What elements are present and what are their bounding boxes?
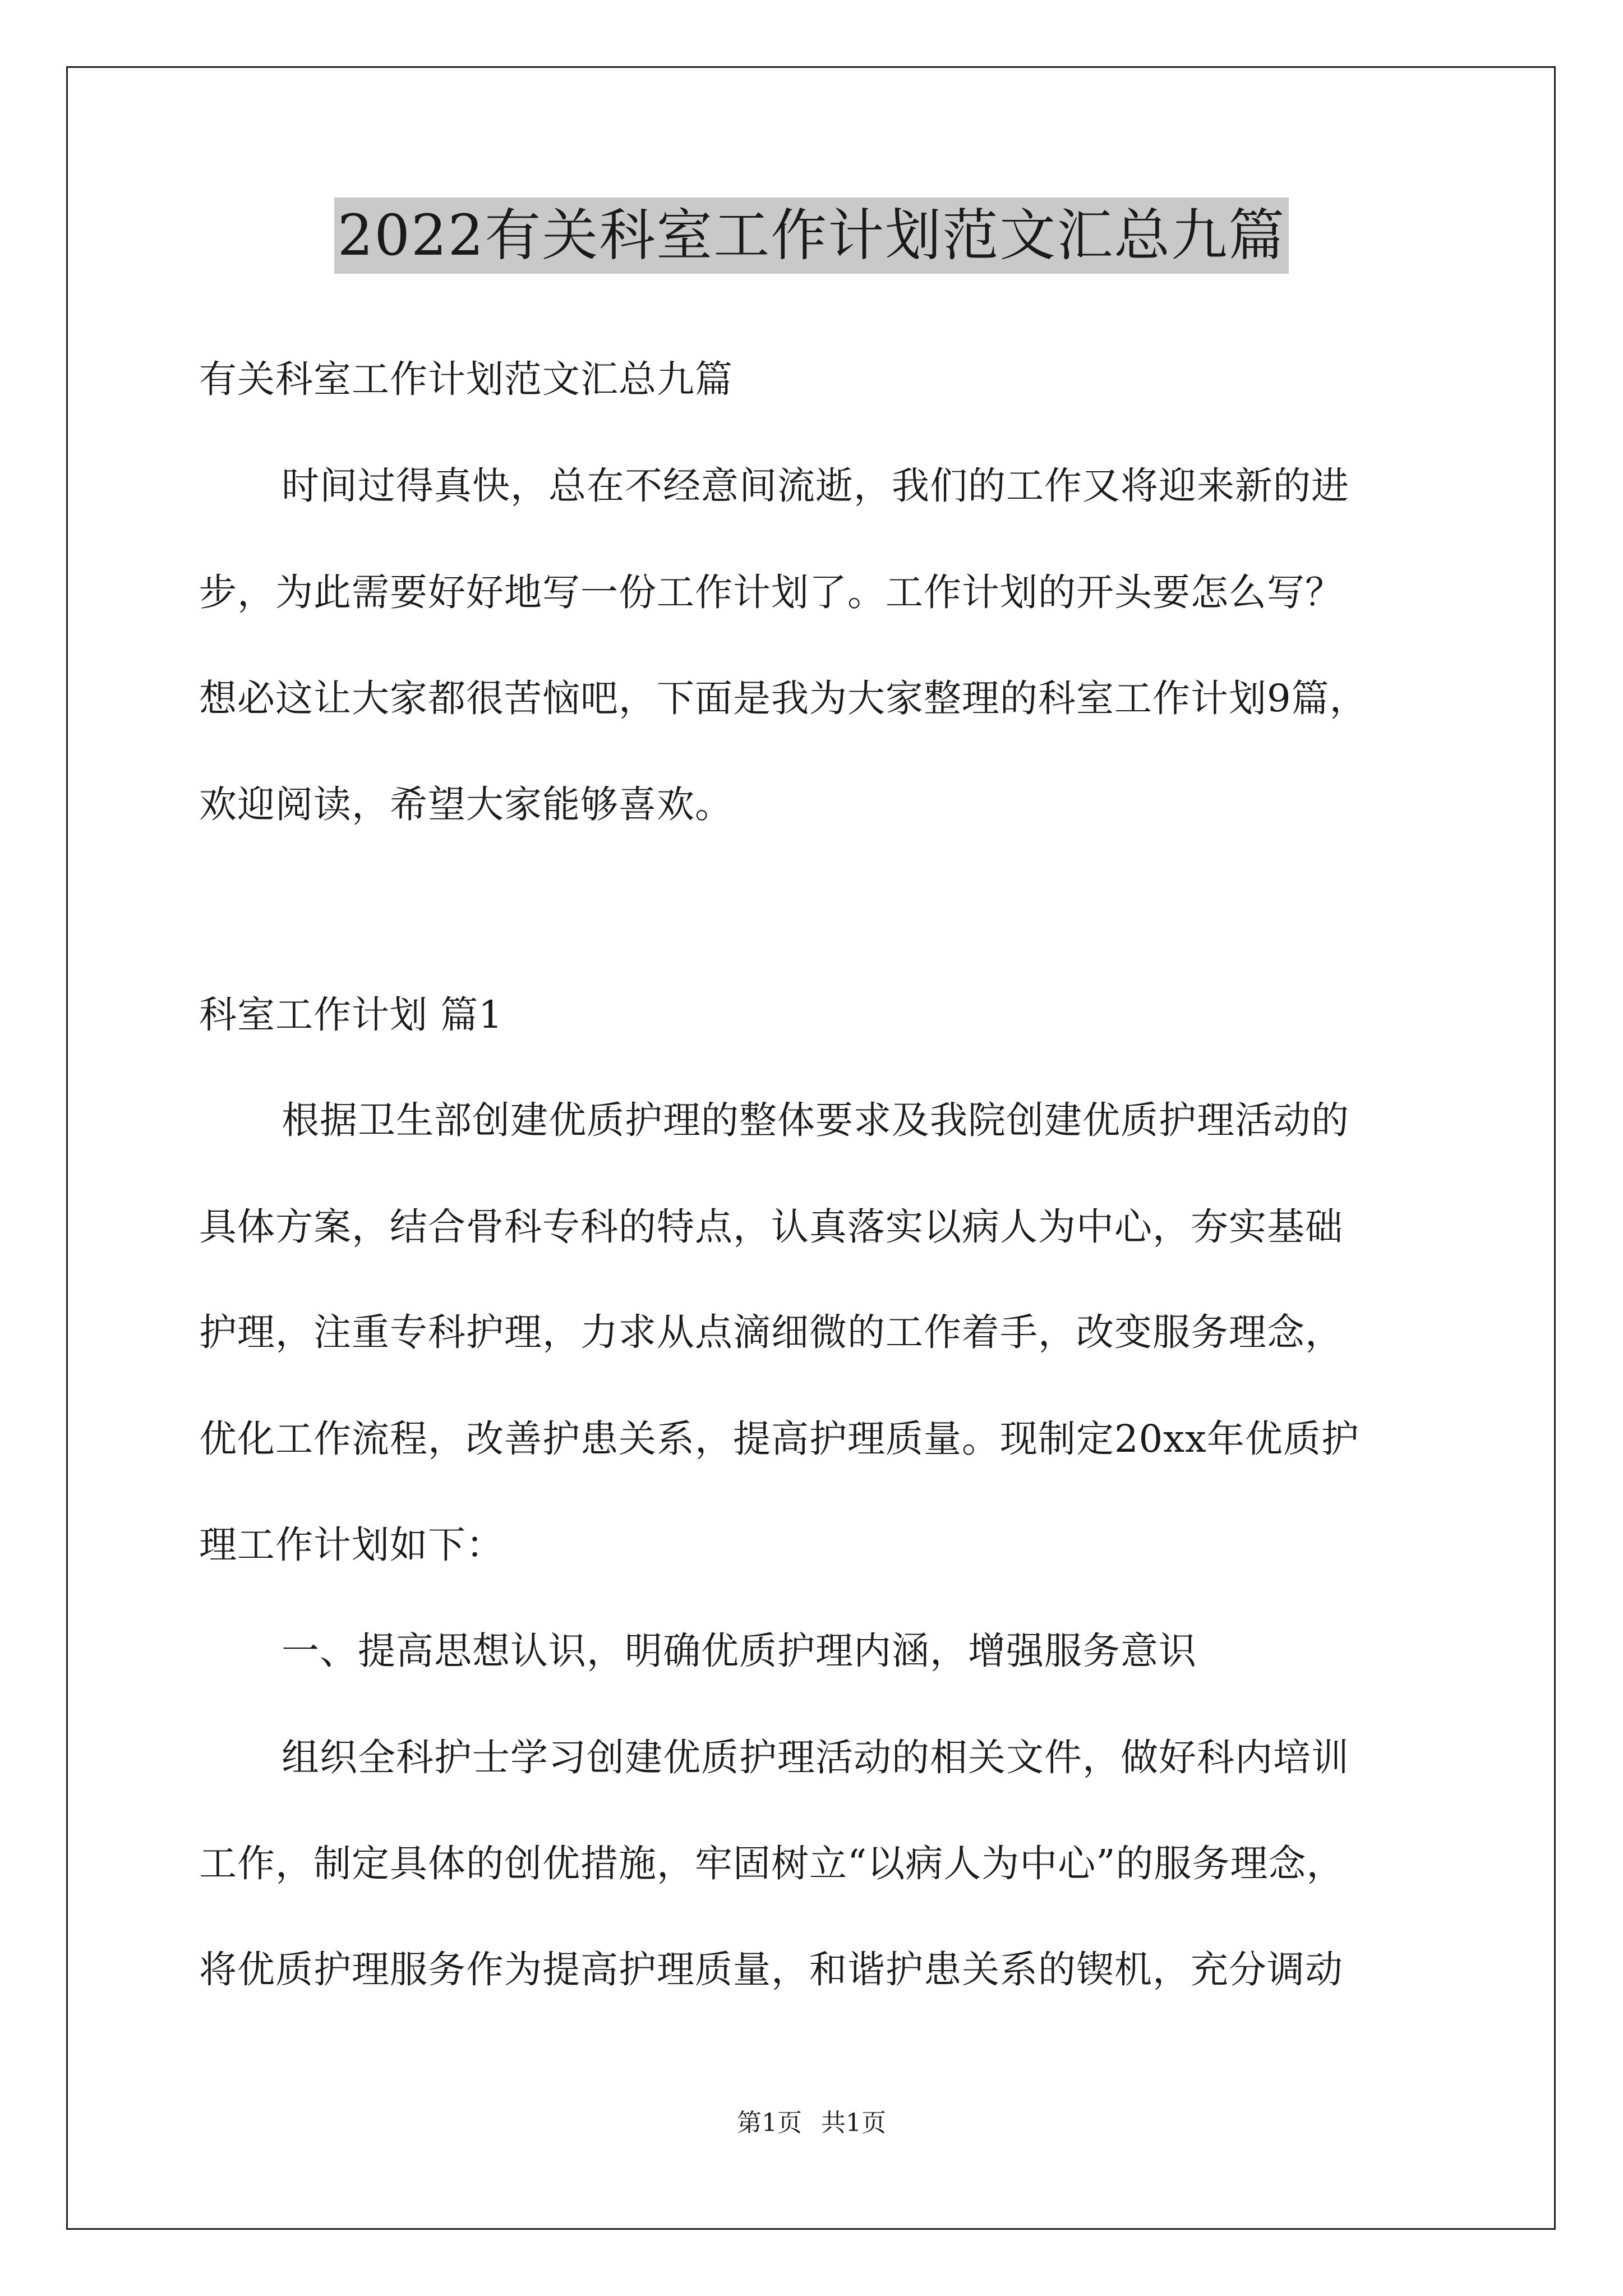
title-container [0,197,1623,274]
page-number: 第1页 [737,2109,802,2137]
paragraph-line-3: 护理，注重专科护理，力求从点滴细微的工作着手，改变服务理念， [199,1310,1343,1354]
paragraph-line-2: 具体方案，结合骨科专科的特点，认真落实以病人为中心，夯实基础 [199,1205,1343,1249]
intro-line-3: 想必这让大家都很苦恼吧，下面是我为大家整理的科室工作计划9篇， [199,677,1368,720]
document-title: 2022有关科室工作计划范文汇总九篇 [334,197,1289,274]
page-footer [0,2106,1623,2140]
paragraph-line-5: 理工作计划如下： [199,1523,504,1567]
intro-line-2: 步，为此需要好好地写一份工作计划了。工作计划的开头要怎么写？ [199,570,1343,614]
paragraph-line-1: 根据卫生部创建优质护理的整体要求及我院创建优质护理活动的 [282,1098,1349,1142]
intro-line-4: 欢迎阅读，希望大家能够喜欢。 [199,783,733,826]
page-total: 共1页 [821,2109,886,2137]
document-subtitle: 有关科室工作计划范文汇总九篇 [199,357,733,401]
paragraph-line-4: 优化工作流程，改善护患关系，提高护理质量。现制定20xx年优质护 [199,1417,1359,1461]
paragraph-line-6: 组织全科护士学习创建优质护理活动的相关文件，做好科内培训 [282,1736,1349,1779]
intro-line-1: 时间过得真快，总在不经意间流逝，我们的工作又将迎来新的进 [282,464,1349,508]
paragraph-line-7: 工作，制定具体的创优措施，牢固树立“以病人为中心”的服务理念， [199,1842,1345,1885]
point-heading-1: 一、提高思想认识，明确优质护理内涵，增强服务意识 [282,1629,1197,1673]
paragraph-line-8: 将优质护理服务作为提高护理质量，和谐护患关系的锲机，充分调动 [199,1948,1343,1991]
section-heading: 科室工作计划 篇1 [199,993,503,1037]
